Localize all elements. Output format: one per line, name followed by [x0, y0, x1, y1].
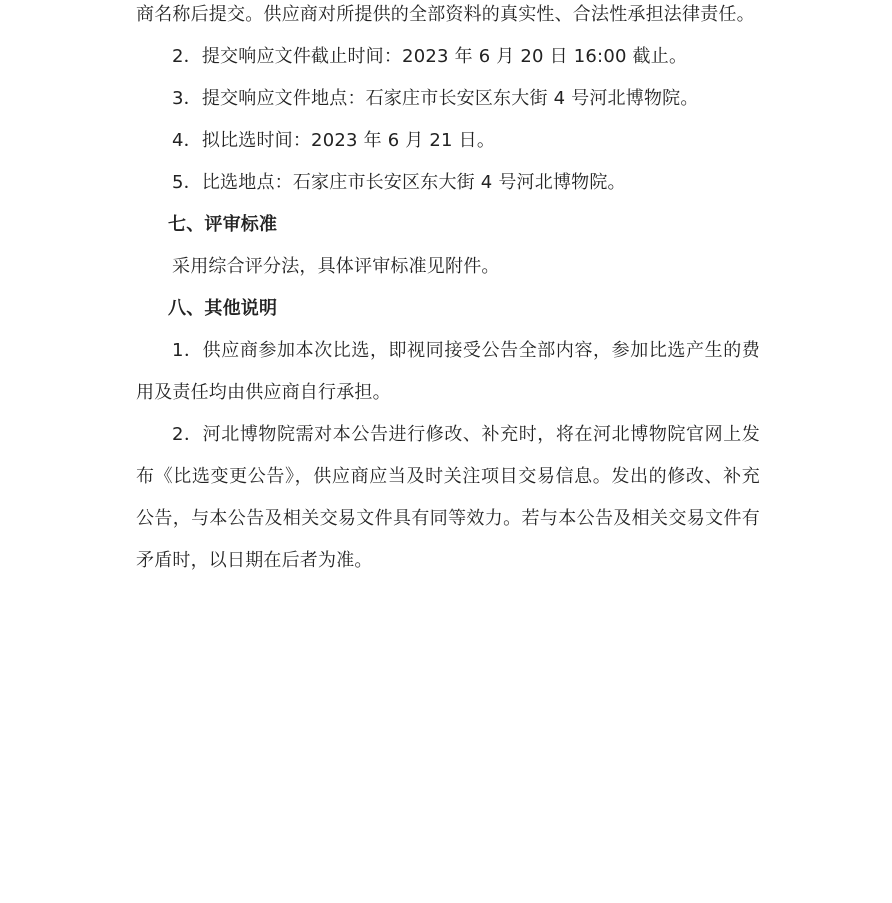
- document-body: [136, 0, 760, 582]
- paragraph-submission-deadline: 2．提交响应文件截止时间：2023 年 6 月 20 日 16:00 截止。: [172, 46, 688, 67]
- paragraph-evaluation-method: 采用综合评分法，具体评审标准见附件。: [172, 256, 500, 277]
- section-heading-other-notes: 八、其他说明: [168, 298, 278, 319]
- paragraph-selection-time: 4．拟比选时间：2023 年 6 月 21 日。: [172, 130, 496, 151]
- paragraph-other-note-2: 2．河北博物院需对本公告进行修改、补充时，将在河北博物院官网上发布《比选变更公告》，供应商应当及时关注项目交易信息。发出的修改、补充公告，与本公告及相关交易文件具有同等效力。若与本公告及相关交易文件有矛盾时，以日期在后者为准。: [136, 424, 760, 571]
- section-heading-evaluation-criteria: 七、评审标准: [168, 214, 278, 235]
- paragraph-other-note-1: 1．供应商参加本次比选，即视同接受公告全部内容，参加比选产生的费用及责任均由供应商自行承担。: [136, 340, 760, 403]
- paragraph-continuation: 商名称后提交。供应商对所提供的全部资料的真实性、合法性承担法律责任。: [136, 4, 755, 25]
- paragraph-selection-venue: 5．比选地点：石家庄市长安区东大街 4 号河北博物院。: [172, 172, 626, 193]
- paragraph-submission-location: 3．提交响应文件地点：石家庄市长安区东大街 4 号河北博物院。: [172, 88, 699, 109]
